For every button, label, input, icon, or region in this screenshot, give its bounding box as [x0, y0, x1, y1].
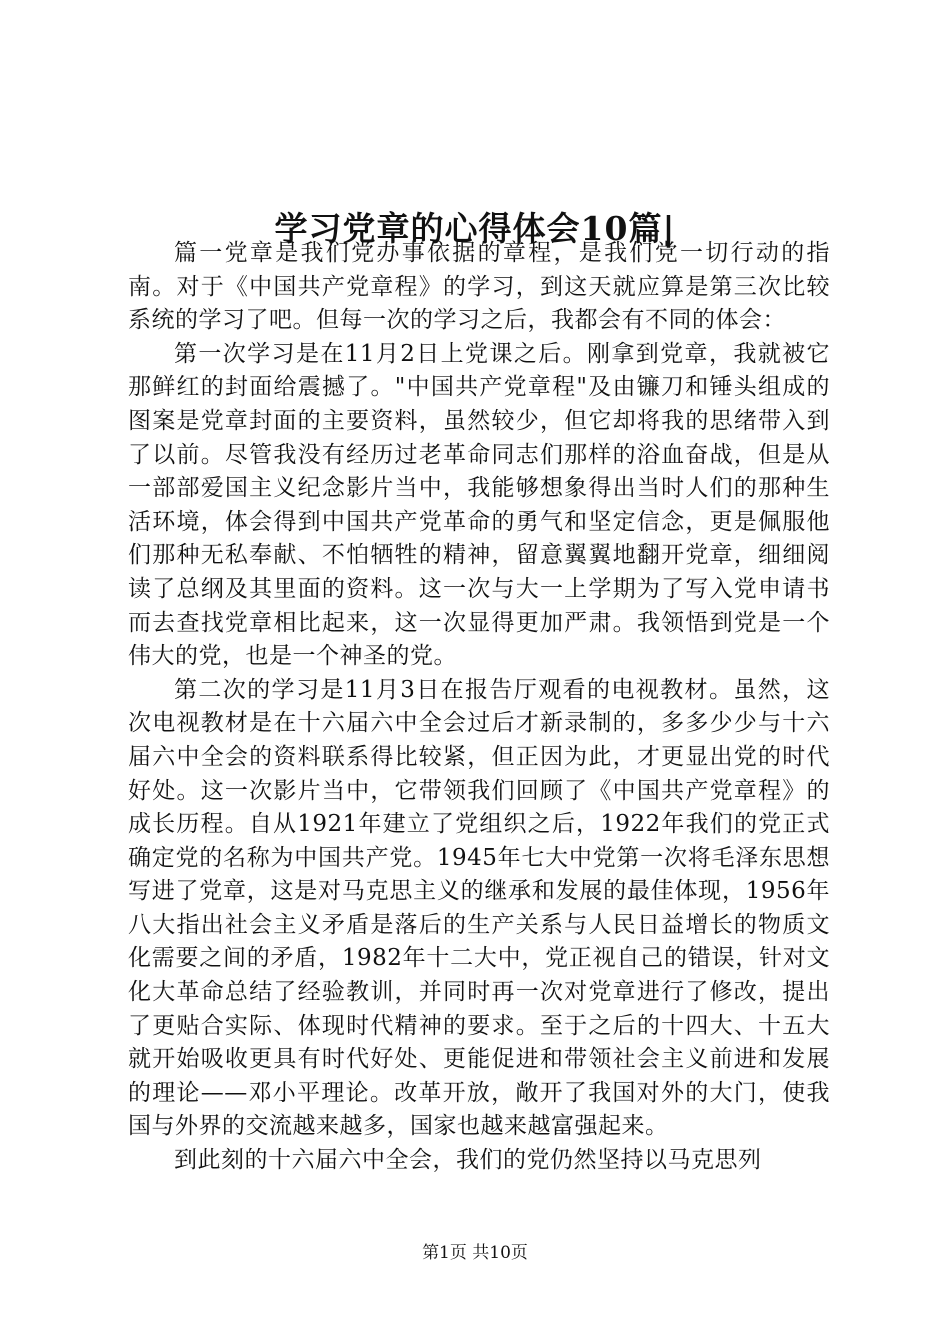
paragraph: 到此刻的十六届六中全会，我们的党仍然坚持以马克思列: [174, 1147, 762, 1174]
paragraph: 第一次学习是在11月2日上党课之后。刚拿到党章，我就被它那鲜红的封面给震撼了。"中国共产党章程"及由镰刀和锤头组成的图案是党章封面的主要资料，虽然较少，但它却将我的思绪带入到了以前。尽管我没有经历过老革命同志们那样的浴血奋战，但是从一部部爱国主义纪念影片当中，我能够想象得出当时人们的那种生活环境，体会得到中国共产党革命的勇气和坚定信念，更是佩服他们那种无私奉献、不怕牺牲的精神，留意翼翼地翻开党章，细细阅读了总纲及其里面的资料。这一次与大一上学期为了写入党申请书而去查找党章相比起来，这一次显得更加严肃。我领悟到党是一个伟大的党，也是一个神圣的党。: [128, 340, 830, 670]
document-title: 学习党章的心得体会10篇|: [274, 209, 676, 249]
page-footer: 第1页 共10页: [422, 1243, 528, 1263]
paragraph: 第二次的学习是11月3日在报告厅观看的电视教材。虽然，这次电视教材是在十六届六中全会过后才新录制的，多多少少与十六届六中全会的资料联系得比较紧，但正因为此，才更显出党的时代好处。这一次影片当中，它带领我们回顾了《中国共产党章程》的成长历程。自从1921年建立了党组织之后，1922年我们的党正式确定党的名称为中国共产党。1945年七大中党第一次将毛泽东思想写进了党章，这是对马克思主义的继承和发展的最佳体现，1956年八大指出社会主义矛盾是落后的生产关系与人民日益增长的物质文化需要之间的矛盾，1982年十二大中，党正视自己的错误，针对文化大革命总结了经验教训，并同时再一次对党章进行了修改，提出了更贴合实际、体现时代精神的要求。至于之后的十四大、十五大就开始吸收更具有时代好处、更能促进和带领社会主义前进和发展的理论——邓小平理论。改革开放，敞开了我国对外的大门，使我国与外界的交流越来越多，国家也越来越富强起来。: [128, 676, 830, 1140]
paragraph: 篇一党章是我们党办事依据的章程，是我们党一切行动的指南。对于《中国共产党章程》的学习，到这天就应算是第三次比较系统的学习了吧。但每一次的学习之后，我都会有不同的体会：: [128, 240, 830, 334]
document-body: [128, 237, 830, 1178]
